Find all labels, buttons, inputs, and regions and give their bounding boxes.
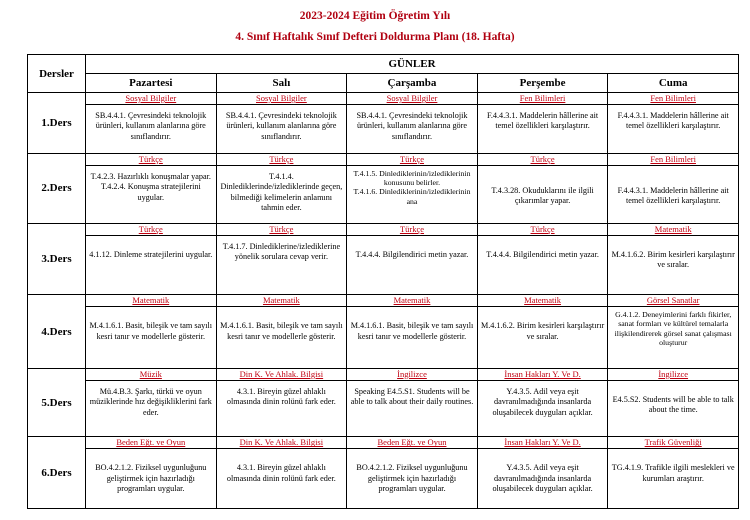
lesson-label: 1.Ders: [28, 93, 86, 154]
learning-outcome-text: Y.4.3.5. Adil veya eşit davranılmadığında insanlarda oluşabilecek duyguları açıklar.: [492, 463, 593, 494]
lesson-label: 6.Ders: [28, 437, 86, 509]
lesson-label: 2.Ders: [28, 154, 86, 224]
lesson-cell-cuma: [608, 223, 739, 295]
day-header-cuma: Cuma: [608, 74, 739, 93]
lesson-cell-carsamba: [347, 437, 478, 509]
learning-outcome-text: M.4.1.6.1. Basit, bileşik ve tam sayılı kesri tanır ve modellerle gösterir.: [89, 321, 213, 341]
dersler-header: Dersler: [28, 55, 86, 93]
learning-outcome-text: Y.4.3.5. Adil veya eşit davranılmadığında insanlarda oluşabilecek duyguları açıklar.: [492, 386, 593, 417]
lesson-cell-cuma: [608, 437, 739, 509]
subject-name: Beden Eğt. ve Oyun: [86, 437, 216, 449]
lesson-cell-sali: [216, 93, 347, 154]
learning-outcome-text: SB.4.4.1. Çevresindeki teknolojik ürünleri, kullanım alanlarına göre sınıflandırır.: [356, 111, 468, 141]
subject-name: Fen Bilimleri: [608, 154, 738, 166]
lesson-cell-sali: [216, 154, 347, 224]
subject-name: Beden Eğt. ve Oyun: [347, 437, 477, 449]
subject-name: Fen Bilimleri: [478, 93, 608, 105]
lesson-cell-persembe: [477, 223, 608, 295]
learning-outcome-text: T.4.4.4. Bilgilendirici metin yazar.: [355, 249, 469, 259]
day-header-carsamba: Çarşamba: [347, 74, 478, 93]
subject-name: Sosyal Bilgiler: [217, 93, 347, 105]
subject-name: Müzik: [86, 369, 216, 381]
subject-name: Matematik: [86, 295, 216, 307]
learning-outcome-text: Speaking E4.5.S1. Students will be able to talk about their daily routines.: [350, 386, 474, 407]
learning-outcome-text: SB.4.4.1. Çevresindeki teknolojik ürünleri, kullanım alanlarına göre sınıflandırır.: [95, 111, 207, 141]
learning-outcome-text: BO.4.2.1.2. Fiziksel uygunluğunu geliştirmek için hazırladığı programları uygular.: [356, 463, 468, 494]
learning-outcome-text: 4.1.12. Dinleme stratejilerini uygular.: [89, 249, 213, 259]
lesson-cell-pazartesi: [86, 154, 217, 224]
lesson-row: [28, 368, 739, 436]
lesson-row: [28, 93, 739, 154]
learning-outcome-text: T.4.4.4. Bilgilendirici metin yazar.: [486, 249, 599, 259]
lesson-cell-persembe: [477, 368, 608, 436]
lesson-cell-sali: [216, 437, 347, 509]
lesson-cell-pazartesi: [86, 223, 217, 295]
subject-name: Fen Bilimleri: [608, 93, 738, 105]
learning-outcome-text: M.4.1.6.2. Birim kesirleri karşılaştırır ve sıralar.: [611, 249, 735, 269]
document-title: 2023-2024 Eğitim Öğretim Yılı: [299, 10, 451, 22]
lesson-cell-cuma: [608, 295, 739, 369]
subject-name: İngilizce: [608, 369, 738, 381]
learning-outcome-text: E4.5.S2. Students will be able to talk about the time.: [612, 394, 734, 415]
learning-outcome-text: F.4.4.3.1. Maddelerin hâllerine ait temel özellikleri karşılaştırır.: [617, 186, 729, 206]
learning-outcome-text: T.4.2.3. Hazırlıklı konuşmalar yapar. T.4.2.4. Konuşma stratejilerini uygular.: [90, 172, 211, 202]
learning-outcome-text: BO.4.2.1.2. Fiziksel uygunluğunu geliştirmek için hazırladığı programları uygular.: [95, 463, 207, 494]
document-subtitle: 4. Sınıf Haftalık Sınıf Defteri Doldurma Planı (18. Hafta): [235, 31, 515, 43]
subject-name: Din K. Ve Ahlak. Bilgisi: [217, 369, 347, 381]
lesson-cell-persembe: [477, 295, 608, 369]
subject-name: Türkçe: [478, 224, 608, 236]
learning-outcome-text: TG.4.1.9. Trafikle ilgili meslekleri ve kurumları araştırır.: [611, 463, 735, 483]
learning-outcome-text: T.4.1.7. Dinlediklerine/izlediklerine yönelik sorulara cevap verir.: [222, 241, 341, 261]
lesson-cell-pazartesi: [86, 295, 217, 369]
subject-name: Matematik: [478, 295, 608, 307]
lesson-row: [28, 437, 739, 509]
lesson-cell-sali: [216, 223, 347, 295]
lesson-label: 4.Ders: [28, 295, 86, 369]
subject-name: Türkçe: [86, 154, 216, 166]
learning-outcome-text: 4.3.1. Bireyin güzel ahlaklı olmasında dinin rolünü fark eder.: [226, 463, 336, 483]
lesson-cell-pazartesi: [86, 437, 217, 509]
subject-name: Görsel Sanatlar: [608, 295, 738, 307]
learning-outcome-text: 4.3.1. Bireyin güzel ahlaklı olmasında dinin rolünü fark eder.: [226, 386, 336, 407]
subject-name: Türkçe: [478, 154, 608, 166]
learning-outcome-text: M.4.1.6.2. Birim kesirleri karşılaştırır ve sıralar.: [480, 321, 605, 341]
learning-outcome-text: Mü.4.B.3. Şarkı, türkü ve oyun müziklerinde hız değişikliklerini fark eder.: [89, 386, 212, 417]
subject-name: Türkçe: [347, 154, 477, 166]
gunler-header: GÜNLER: [86, 55, 739, 74]
lesson-label: 5.Ders: [28, 368, 86, 436]
learning-outcome-text: G.4.1.2. Deneyimlerini farklı fikirler, sanat formları ve kültürel temalarla ilişkilendirerek görsel sanat çalışması oluşturur: [614, 310, 732, 347]
subject-name: Matematik: [347, 295, 477, 307]
lesson-cell-carsamba: [347, 93, 478, 154]
learning-outcome-text: F.4.4.3.1. Maddelerin hâllerine ait temel özellikleri karşılaştırır.: [486, 111, 599, 131]
lesson-cell-carsamba: [347, 154, 478, 224]
lesson-row: [28, 154, 739, 224]
lesson-cell-persembe: [477, 154, 608, 224]
subject-name: İngilizce: [347, 369, 477, 381]
subject-name: Sosyal Bilgiler: [86, 93, 216, 105]
lesson-row: [28, 223, 739, 295]
learning-outcome-text: T.4.3.28. Okuduklarını ile ilgili çıkarımlar yapar.: [491, 186, 594, 206]
lesson-cell-cuma: [608, 93, 739, 154]
lesson-cell-pazartesi: [86, 93, 217, 154]
subject-name: Matematik: [217, 295, 347, 307]
lesson-row: [28, 295, 739, 369]
subject-name: İnsan Hakları Y. Ve D.: [478, 369, 608, 381]
subject-name: Matematik: [608, 224, 738, 236]
lesson-cell-persembe: [477, 437, 608, 509]
learning-outcome-text: M.4.1.6.1. Basit, bileşik ve tam sayılı kesri tanır ve modellerle gösterir.: [350, 321, 474, 341]
lesson-cell-cuma: [608, 368, 739, 436]
subject-name: Türkçe: [347, 224, 477, 236]
learning-outcome-text: M.4.1.6.1. Basit, bileşik ve tam sayılı kesri tanır ve modellerle gösterir.: [220, 321, 343, 341]
learning-outcome-text: F.4.4.3.1. Maddelerin hâllerine ait temel özellikleri karşılaştırır.: [617, 111, 729, 131]
lesson-cell-persembe: [477, 93, 608, 154]
learning-outcome-text: T.4.1.4. Dinlediklerinde/izlediklerinde geçen, bilmediği kelimelerin anlamını tahmin eder.: [220, 172, 343, 213]
learning-outcome-text: SB.4.4.1. Çevresindeki teknolojik ürünleri, kullanım alanlarına göre sınıflandırır.: [225, 111, 337, 141]
subject-name: İnsan Hakları Y. Ve D.: [478, 437, 608, 449]
subject-name: Türkçe: [86, 224, 216, 236]
subject-name: Türkçe: [217, 154, 347, 166]
subject-name: Trafik Güvenliği: [608, 437, 738, 449]
lesson-label: 3.Ders: [28, 223, 86, 295]
lesson-cell-carsamba: [347, 368, 478, 436]
lesson-cell-pazartesi: [86, 368, 217, 436]
weekly-plan-table: [27, 54, 739, 509]
lesson-cell-sali: [216, 295, 347, 369]
subject-name: Sosyal Bilgiler: [347, 93, 477, 105]
subject-name: Din K. Ve Ahlak. Bilgisi: [217, 437, 347, 449]
subject-name: Türkçe: [217, 224, 347, 236]
learning-outcome-text: T.4.1.5. Dinlediklerinin/izlediklerinin konusunu belirler. T.4.1.6. Dinlediklerinin/izlediklerinin ana: [353, 169, 471, 206]
day-header-sali: Salı: [216, 74, 347, 93]
day-header-persembe: Perşembe: [477, 74, 608, 93]
lesson-cell-carsamba: [347, 223, 478, 295]
day-header-pazartesi: Pazartesi: [86, 74, 217, 93]
lesson-cell-carsamba: [347, 295, 478, 369]
lesson-cell-cuma: [608, 154, 739, 224]
lesson-cell-sali: [216, 368, 347, 436]
